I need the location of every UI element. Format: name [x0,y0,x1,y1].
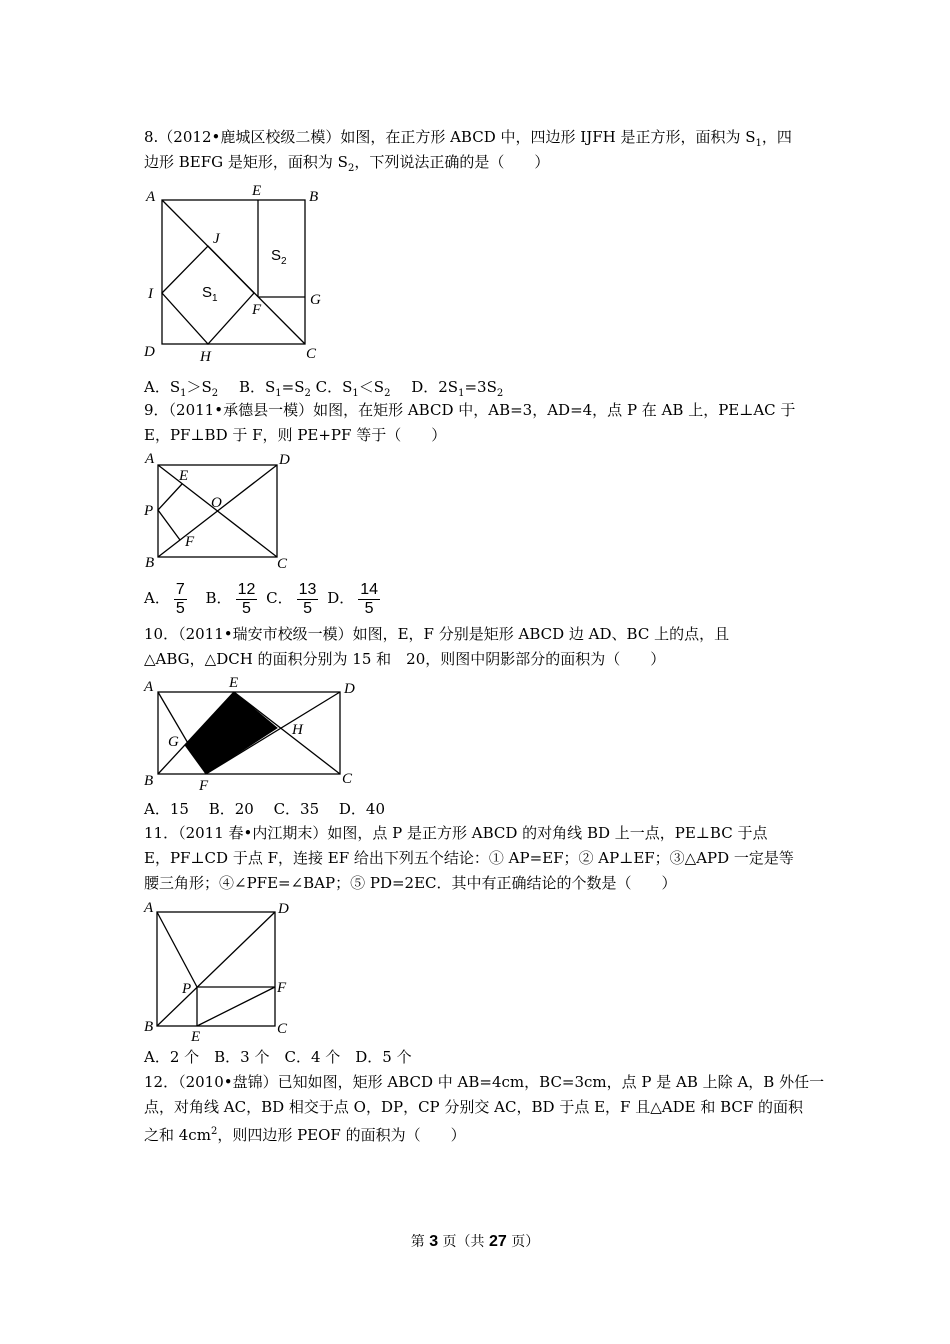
q11-label-a: A [144,900,154,916]
q8-label-g: G [310,292,321,308]
q9-option-c: C． $\frac{13}{5}$ [266,580,317,617]
q8-option-b-mid: =S [281,378,305,396]
q8-label-h: H [200,349,211,365]
q11-line-2: E，PF⊥CD 于点 F，连接 EF 给出下列五个结论：① AP=EF；② AP⊥EF；③△APD 一定是等 [144,849,794,867]
q9-line-2: E，PF⊥BD 于 F，则 PE+PF 等于（ ） [144,426,447,444]
q11-line-1: 11．（2011 春•内江期末）如图，点 P 是正方形 ABCD 的对角线 BD 上一点，PE⊥BC 于点 [144,824,768,842]
q11-label-d: D [278,901,289,917]
q8-option-d-sub1: 1 [458,388,465,399]
page-number: 3 [429,1233,439,1250]
q10-figure [140,672,365,797]
q10-shaded-region [185,692,277,774]
q8-line-1 [144,127,792,154]
q11-label-e: E [191,1029,201,1045]
q8-option-b-label: B．S [238,378,276,396]
q10-label-b: B [144,773,154,789]
q8-figure [140,180,340,370]
q9-options [144,577,384,619]
q11-line-ap [157,912,197,987]
page-total: 27 [489,1233,507,1250]
q8-subscript-1: 1 [755,138,762,149]
q8-text-1: 8.（2012•鹿城区校级二模）如图，在正方形 ABCD 中，四边形 IJFH 是正方形，面积为 S [144,128,756,146]
q11-line-3: 腰三角形；④∠PFE=∠BAP；⑤ PD=2EC．其中有正确结论的个数是（ ） [144,874,677,892]
q9-perpendiculars [158,484,182,540]
q8-label-c: C [306,346,317,362]
q10-label-f: F [199,778,209,794]
q9-label-a: A [145,451,155,467]
page-footer: 第 3 页（共 27 页） [410,1233,540,1250]
q8-label-i: I [148,286,153,302]
q9-label-d: D [279,452,290,468]
q8-subscript-2: 2 [347,163,355,174]
q11-line-ef [197,987,275,1026]
q10-label-e: E [229,675,239,691]
q12-line-3 [144,1122,466,1145]
q8-option-a-mid: ＞S [186,378,212,396]
q9-label-b: B [145,555,155,571]
q10-line-1: 10．（2011•瑞安市校级一模）如图，E，F 分别是矩形 ABCD 边 AD、BC 上的点，且 [144,625,730,643]
q9-label-e: E [179,468,189,484]
q9-label-p: P [144,503,154,519]
q9-label-o: O [211,495,222,511]
q8-option-a-sub2: 2 [211,388,219,399]
q12-line-2: 点，对角线 AC，BD 相交于点 O，DP，CP 分别交 AC，BD 于点 E，F 且△ADE 和 BCF 的面积 [144,1098,804,1116]
q9-option-b: B． $\frac{12}{5}$ [205,580,256,617]
q8-option-c-label: C．S [315,378,353,396]
q11-label-p: P [182,981,192,997]
q10-label-d: D [344,681,355,697]
q11-label-b: B [144,1019,154,1035]
q8-option-d-label: D．2S [411,378,459,396]
q11-diagonal-bd [157,912,275,1026]
q10-label-a: A [144,679,154,695]
q8-option-b-sub1: 1 [275,388,282,399]
q8-option-c-sub1: 1 [352,388,359,399]
q8-option-a-sub1: 1 [180,388,187,399]
q11-options: A．2 个 B．3 个 C．4 个 D．5 个 [144,1048,412,1066]
q8-text-2b: ，下列说法正确的是（ ） [354,153,550,171]
q8-text-2a: 边形 BEFG 是矩形，面积为 S [144,153,348,171]
q9-line-1: 9．（2011•承德县一模）如图，在矩形 ABCD 中，AB=3，AD=4，点 P 在 AB 上，PE⊥AC 于 [144,401,796,419]
q8-text-1-tail: ，四 [761,128,792,146]
q8-option-d-mid: =3S [464,378,497,396]
q8-label-f: F [252,302,262,318]
q9-option-d: D． $\frac{14}{5}$ [327,580,379,617]
q10-label-c: C [342,771,353,787]
q8-label-d: D [144,344,155,360]
q8-label-b: B [309,189,319,205]
q8-label-e: E [252,183,262,199]
q11-figure [140,895,300,1045]
q10-label-g: G [168,734,179,750]
q9-label-f: F [185,534,195,550]
q8-label-s1: $S_1$ [202,284,218,304]
q8-label-j: J [213,231,220,247]
q11-label-c: C [277,1021,288,1037]
q8-option-a-label: A． [144,378,170,396]
q8-option-b-sub2: 2 [304,388,311,399]
q10-line-2: △ABG，△DCH 的面积分别为 15 和 20，则图中阴影部分的面积为（ ） [144,650,666,668]
q8-label-s2: $S_2$ [271,247,287,267]
q12-superscript: 2 [210,1126,218,1137]
q9-option-a: A． $\frac{7}{5}$ [144,580,185,617]
q8-option-c-sub2: 2 [384,388,391,399]
q10-options: A．15 B．20 C．35 D．40 [144,800,386,818]
q8-line-2 [144,152,549,179]
q10-label-h: H [292,722,303,738]
q11-label-f: F [277,980,287,996]
q8-label-a: A [146,189,156,205]
q8-option-c-mid: ＜S [358,378,385,396]
q8-option-d-sub2: 2 [496,388,504,399]
q9-label-c: C [277,556,288,572]
q12-text-3a: 之和 4cm [144,1126,211,1144]
q12-line-1: 12．（2010•盘锦）已知如图，矩形 ABCD 中 AB=4cm，BC=3cm，点 P 是 AB 上除 A，B 外任一 [144,1073,825,1091]
q8-option-a-s: S [169,378,181,396]
q9-figure [140,447,300,572]
q12-text-3b: ，则四边形 PEOF 的面积为（ ） [217,1126,466,1144]
